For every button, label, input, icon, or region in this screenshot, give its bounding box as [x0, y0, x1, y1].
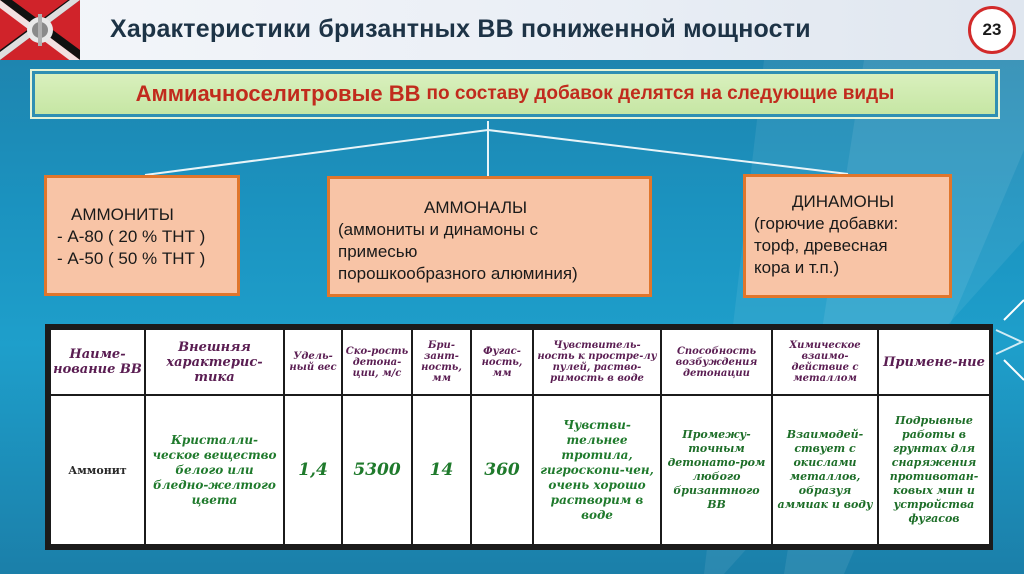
properties-table — [45, 324, 993, 550]
table-cell: Взаимодей-ствует с окислами металлов, образуя аммиак и воду — [772, 395, 878, 545]
category-line: порошкообразного алюминия) — [338, 264, 578, 283]
table-header-cell: Бри-зант-ность, мм — [412, 329, 471, 395]
table-cell: Чувстви-тельнее тротила, гигроскопи-чен, очень хорошо растворим в воде — [533, 395, 661, 545]
table-cell: 1,4 — [284, 395, 342, 545]
table-cell: Промежу-точным детонато-ром любого бризантного ВВ — [661, 395, 772, 545]
category-line: кора и т.п.) — [754, 258, 840, 277]
table-cell: 5300 — [342, 395, 412, 545]
table-header-cell: Чувствитель-ность к простре-лу пулей, раство-римость в воде — [533, 329, 661, 395]
table-header-cell: Удель-ный вес — [284, 329, 342, 395]
page-number-badge: 23 — [968, 6, 1016, 54]
table-cell: Кристалли-ческое вещество белого или бледно-желтого цвета — [145, 395, 284, 545]
table-header-cell: Наиме-нование ВВ — [50, 329, 145, 395]
category-box-ammonites — [44, 175, 240, 296]
banner-rest-text: по составу добавок делятся на следующие виды — [426, 83, 895, 104]
category-heading: АММОНИТЫ — [71, 205, 174, 224]
banner-strong-text: Аммиачноселитровые ВВ — [135, 81, 421, 106]
category-line: (горючие добавки: — [754, 214, 899, 233]
table-cell: Аммонит — [50, 395, 145, 545]
category-heading: ДИНАМОНЫ — [792, 192, 895, 211]
category-heading: АММОНАЛЫ — [424, 198, 528, 217]
category-line: торф, древесная — [754, 236, 888, 255]
table-header-cell: Внешняя характерис-тика — [145, 329, 284, 395]
table-cell: Подрывные работы в грунтах для снаряжения противотан-ковых мин и устройства фугасов — [878, 395, 990, 545]
page-title: Характеристики бризантных ВВ пониженной мощности — [110, 15, 811, 43]
table-header-cell: Ско-рость детона-ции, м/с — [342, 329, 412, 395]
table-header-cell: Способность возбуждения детонации — [661, 329, 772, 395]
category-line: примесью — [338, 242, 418, 261]
table-header-cell: Примене-ние — [878, 329, 990, 395]
category-line: - А-50 ( 50 % ТНТ ) — [57, 249, 206, 268]
category-box-ammonals — [327, 176, 652, 297]
table-header-cell: Фугас-ность, мм — [471, 329, 533, 395]
table-header-cell: Химическое взаимо-действие с металлом — [772, 329, 878, 395]
category-line: (аммониты и динамоны с — [338, 220, 539, 239]
category-line: - А-80 ( 20 % ТНТ ) — [57, 227, 206, 246]
table-header-row — [50, 329, 990, 395]
table-row — [50, 395, 990, 545]
table-cell: 14 — [412, 395, 471, 545]
table-cell: 360 — [471, 395, 533, 545]
category-box-dynamons — [743, 174, 952, 298]
